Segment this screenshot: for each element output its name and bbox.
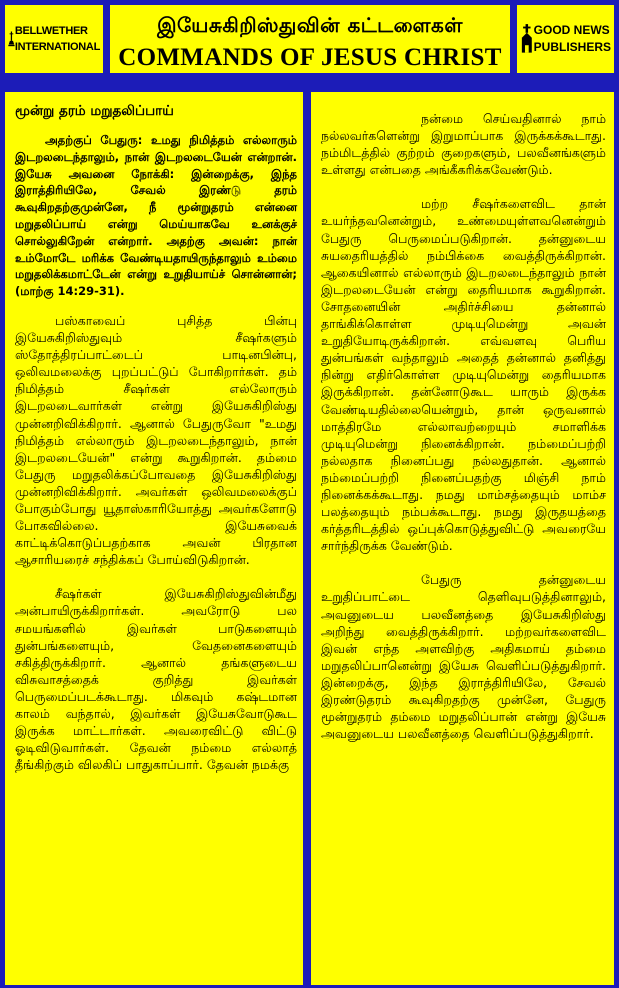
right-paragraph-3: பேதுரு தன்னுடைய உறுதிப்பாட்டை தெளிவுபடுத்தினாலும், அவனுடைய பலவீனத்தை இயேசுகிறிஸ்து அறிந்து வைத்திருக்கிறார். மற்றவர்களைவிட இவன் எந்த அளவிற்கு அதிகமாய் தம்மை மறுதலிப்பானென்று இயேசு வெளிப்படுத்துகிறார். இன்றைக்கு, இந்த இராத்திரியிலே, சேவல் இரண்டுதரம் கூவுகிறதற்கு முன்னே, பேதுரு மூன்றுதரம் தம்மை மறுதலிப்பான் என்று இயேசு அவனுடைய பலவீனத்தை வெளிப்படுத்துகிறார். (321, 572, 606, 742)
bellwether-emblem-icon (8, 13, 15, 65)
logo-left-line1: BELLWETHER (14, 25, 88, 37)
section-heading: மூன்று தரம் மறுதலிப்பாய் (15, 103, 174, 119)
church-emblem-icon (520, 13, 534, 65)
left-column (5, 92, 303, 985)
right-paragraph-2: மற்ற சீஷர்களைவிட தான் உயர்ந்தவனென்றும், உண்மையுள்ளவனென்றும் பேதுரு பெருமைப்படுகிறான். தன்னுடைய சுயதைரியத்தில் நம்பிக்கை வைத்திருக்கிறான். ஆகையினால் எல்லாரும் இடறலடைந்தாலும் நான் இடறலடையேன் என்று தைரியமாக கூறுகிறான். சோதனையின் அதிர்ச்சியை தன்னால் தாங்கிக்கொள்ள முடியுமென்று அவன் உறுதியோடிருக்கிறான். எவ்வளவு பெரிய துன்பங்கள் வந்தாலும் அதைத் தன்னால் தனித்து நின்று எதிர்கொள்ள முடியுமென்று தைரியமாக இருக்கிறான். தன்னோடுகூட யாரும் இருக்க வேண்டியதில்லையென்றும், தான் ஒருவனால் மாத்திரமே எல்லாவற்றையும் சமாளிக்க முடியுமென்று நினைக்கிறான். நம்மைப்பற்றி நல்லதாக நினைப்பது நல்லதுதான். ஆனால் நம்மைப்பற்றி நினைப்பதற்கு மிஞ்சி நாம் நினைக்கக்கூடாது. நமது மாம்சத்தையும் மாம்ச பலத்தையும் நம்பக்கூடாது. நமது இருதயத்தை கர்த்தரிடத்தில் ஒப்புக்கொடுத்துவிட்டு அவரையே சார்ந்திருக்க வேண்டும். (321, 196, 606, 554)
scripture-quote: அதற்குப் பேதுரு: உமது நிமித்தம் எல்லாரும் இடறலடைந்தாலும், நான் இடறலடையேன் என்றான். இயேசு அவனை நோக்கி: இன்றைக்கு, இந்த இராத்திரியிலே, சேவல் இரண்டு தரம் கூவுகிறதற்குமுன்னே, நீ மூன்றுதரம் என்னை மறுதலிப்பாய் என்று மெய்யாகவே உனக்குச் சொல்லுகிறேன் என்றார். அதற்கு அவன்: நான் உம்மோடே மரிக்க வேண்டியதாயிருந்தாலும் உம்மை மறுதலிக்கமாட்டேன் என்று உறுதியாய்ச் சொன்னான்; (மாற்கு 14:29-31). (15, 133, 297, 299)
logo-right-line1: GOOD NEWS (533, 23, 610, 37)
good-news-publishers-logo (517, 5, 614, 73)
left-paragraph-1: பஸ்காவைப் புசித்த பின்பு இயேசுகிறிஸ்துவும் சீஷர்களும் ஸ்தோத்திரப்பாட்டைப் பாடினபின்பு, ஒலிவமலைக்கு புறப்பட்டுப் போகிறார்கள். தம் நிமித்தம் சீஷர்கள் எல்லோரும் இடறலடைவார்கள் என்று இயேசுகிறிஸ்து முன்னறிவிக்கிறார். ஆனால் பேதுருவோ "உமது நிமித்தம் எல்லாரும் இடறலடைந்தாலும், நான் இடறலடையேன்" என்று கூறுகிறான். தம்மை பேதுரு மறுதலிக்கப்போவதை இயேசுகிறிஸ்து முன்னறிவிக்கிறார். அவர்கள் ஒலிவமலைக்குப் போகும்போது யூதாஸ்காரியோத்து அவர்களோடு போகவில்லை. இயேசுவைக் காட்டிக்கொடுப்பதற்காக அவன் பிரதான ஆசாரியரைச் சந்திக்கப் போய்விடுகிறான். (15, 312, 297, 568)
left-paragraph-2: சீஷர்கள் இயேசுகிறிஸ்துவின்மீது அன்பாயிருக்கிறார்கள். அவரோடு பல சமயங்களில் இவர்கள் பாடுகளையும் துன்பங்களையும், வேதனைகளையும் சகித்திருக்கிறார். ஆனால் தங்களுடைய விசுவாசத்தைக் குறித்து இவர்கள் பெருமைப்படக்கூடாது. மிகவும் கஷ்டமான காலம் வந்தால், இவர்கள் இயேசுவோடுகூட இருக்க மாட்டார்கள். அவரைவிட்டு விட்டு ஓடிவிடுவார்கள். தேவன் நம்மை எல்லாத் தீங்கிற்கும் விலகிப் பாதுகாப்பார். தேவன் நமக்கு (15, 586, 297, 773)
bellwether-logo (5, 5, 103, 73)
logo-left-line2: INTERNATIONAL (14, 41, 100, 53)
right-paragraph-1: நன்மை செய்வதினால் நாம் நல்லவர்களென்று இறுமாப்பாக இருக்கக்கூடாது. நம்மிடத்தில் குற்றம் குறைகளும், பலவீனங்களும் உள்ளது என்பதை அங்கீகரிக்கவேண்டும். (321, 111, 606, 178)
title-banner (110, 5, 510, 73)
right-column (311, 92, 614, 985)
title-english: COMMANDS OF JESUS CHRIST (118, 44, 502, 71)
title-tamil: இயேசுகிறிஸ்துவின் கட்டளைகள் (157, 13, 463, 37)
logo-right-line2: PUBLISHERS (533, 40, 611, 54)
